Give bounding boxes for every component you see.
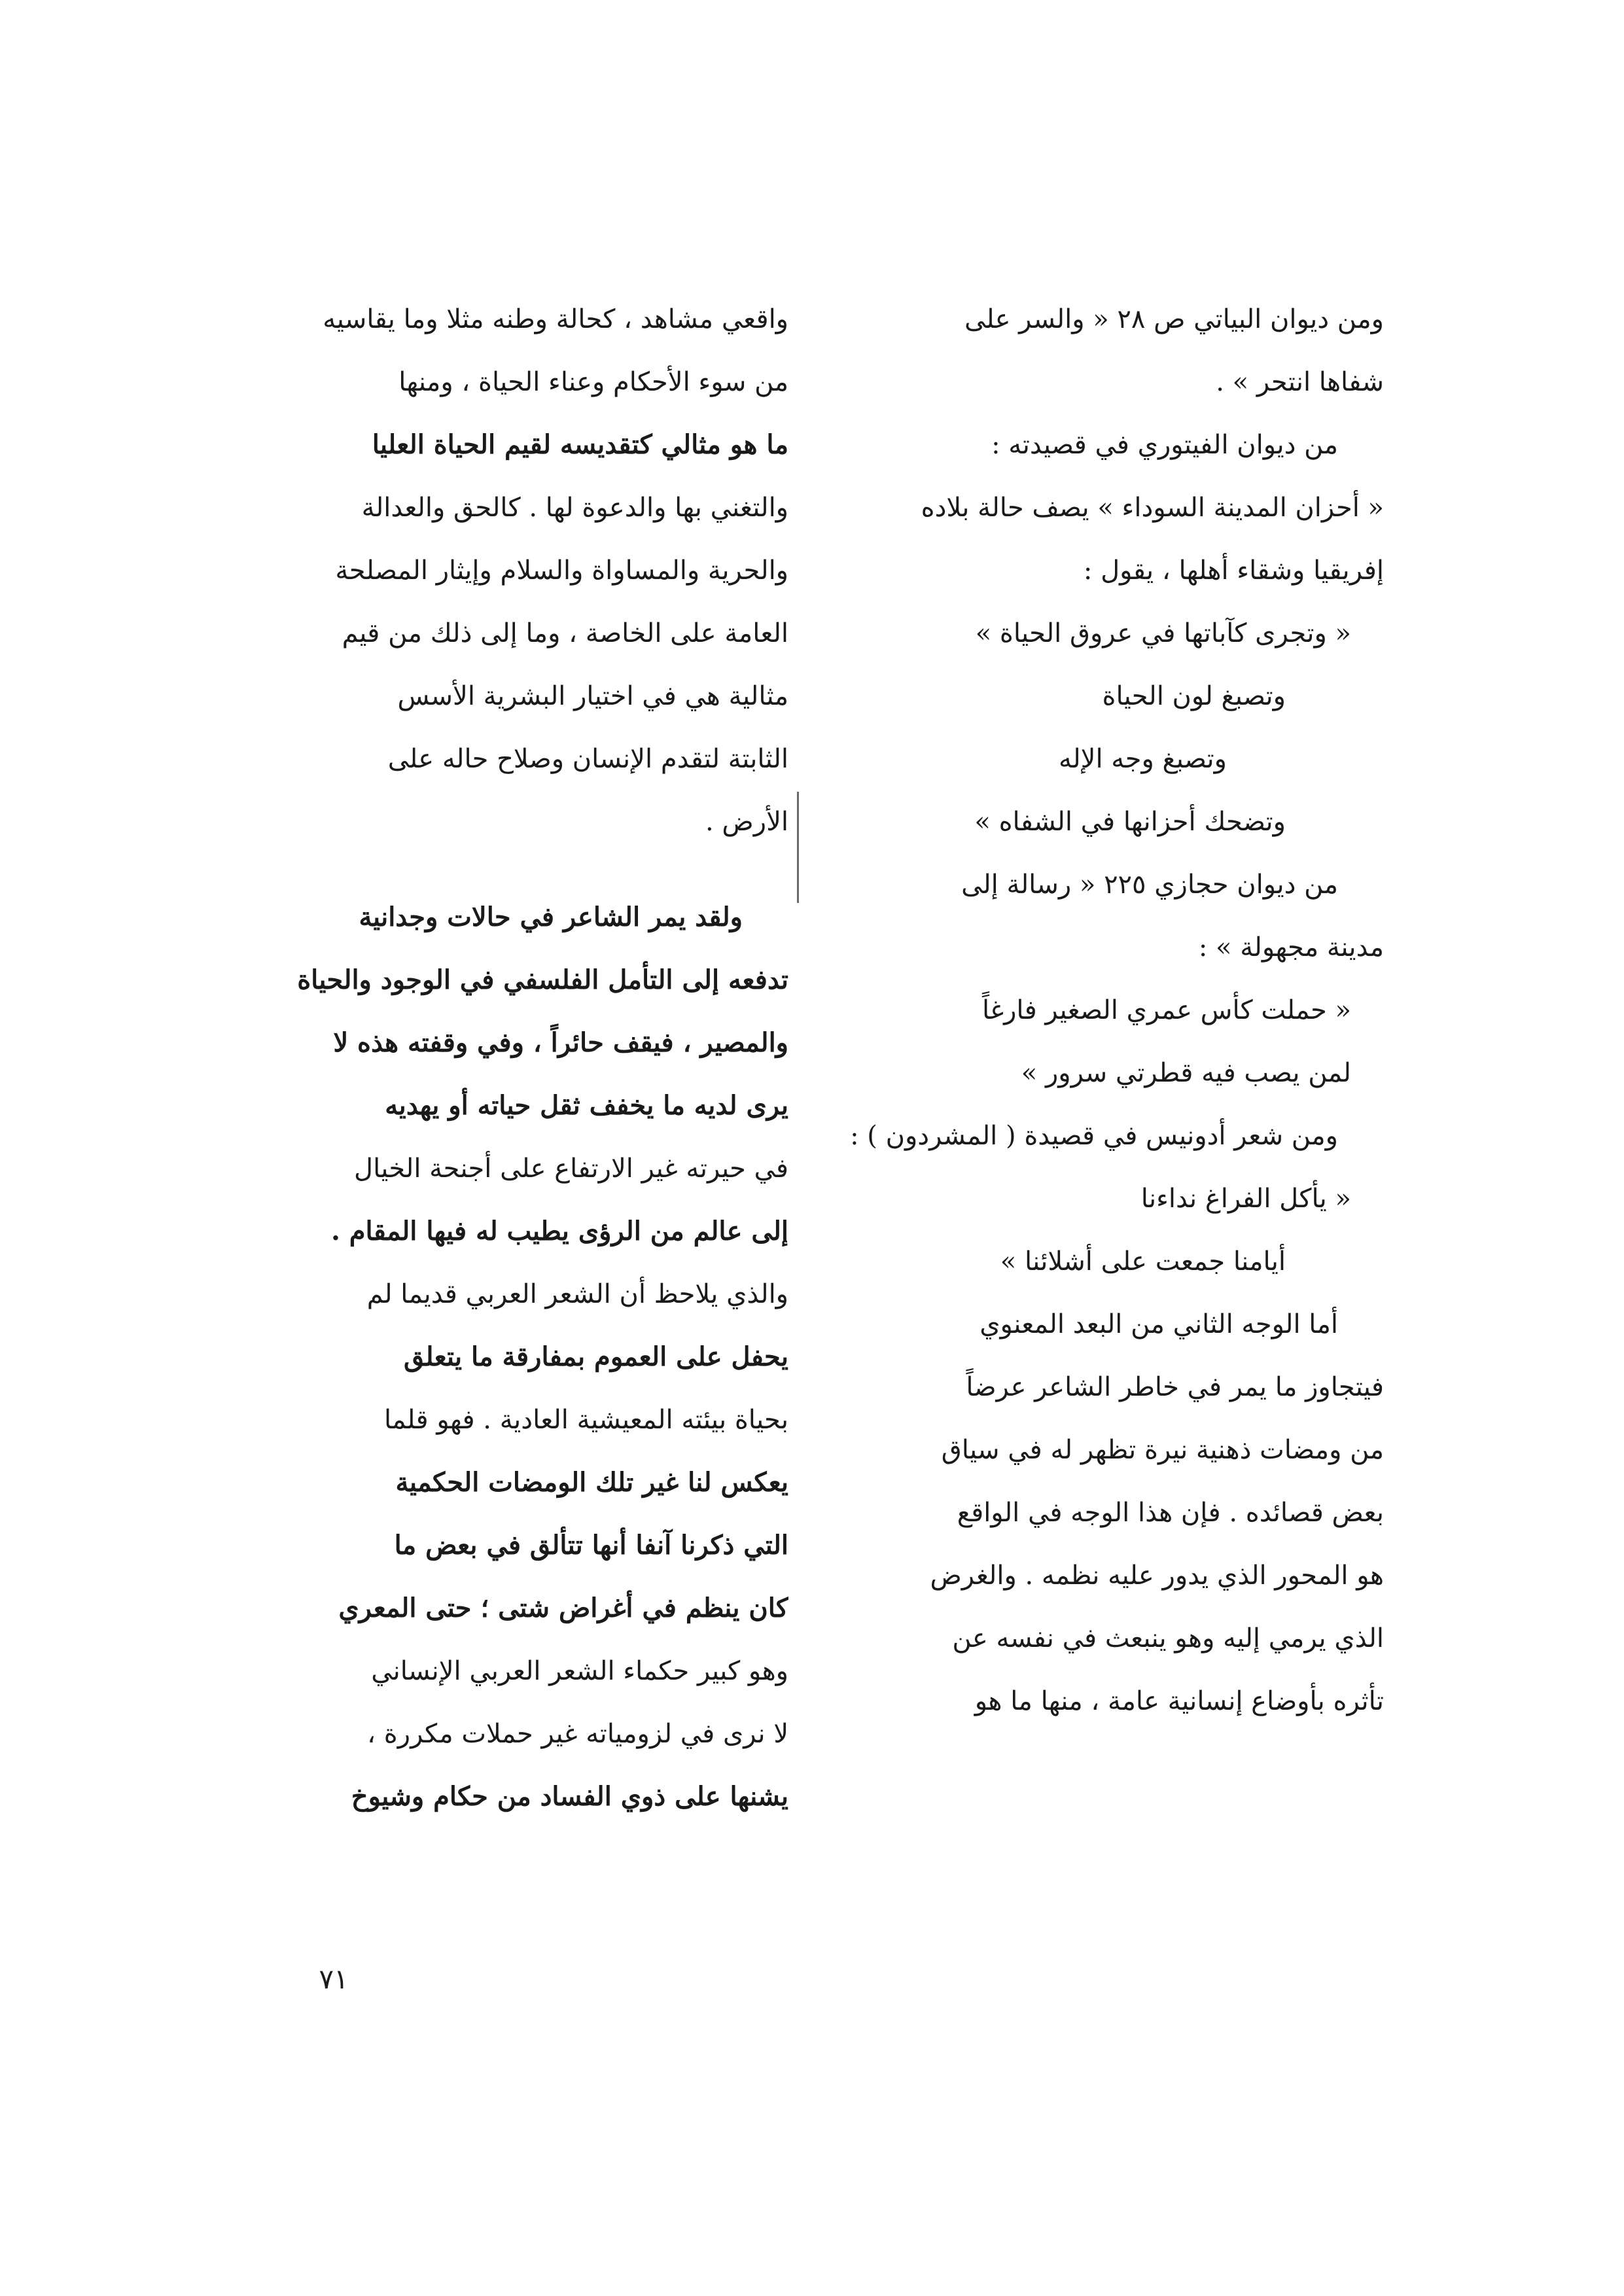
- text-line: تدفعه إلى التأمل الفلسفي في الوجود والحياة: [297, 964, 788, 995]
- text-line: لا نرى في لزومياته غير حملات مكررة ،: [367, 1719, 788, 1749]
- paragraph-gap: [252, 853, 788, 886]
- verse-line: وتضحك أحزانها في الشفاه »: [974, 807, 1286, 837]
- text-line: من ديوان حجازي ٢٢٥ « رسالة إلى: [961, 870, 1338, 900]
- text-line: مثالية هي في اختيار البشرية الأسس: [397, 681, 788, 711]
- text-line: والحرية والمساواة والسلام وإيثار المصلحة: [335, 556, 788, 586]
- text-line: وهو كبير حكماء الشعر العربي الإنساني: [371, 1656, 788, 1686]
- text-line: التي ذكرنا آنفا أنها تتألق في بعض ما: [394, 1530, 788, 1561]
- text-line: والذي يلاحظ أن الشعر العربي قديما لم: [366, 1279, 788, 1309]
- text-line: الأرض .: [705, 807, 788, 837]
- verse-line: « وتجرى كآباتها في عروق الحياة »: [975, 618, 1351, 648]
- text-line: فيتجاوز ما يمر في خاطر الشاعر عرضاً: [966, 1372, 1384, 1402]
- verse-line: وتصبغ وجه الإله: [1059, 744, 1227, 774]
- text-line: ولقد يمر الشاعر في حالات وجدانية: [359, 902, 743, 932]
- text-line: هو المحور الذي يدور عليه نظمه . والغرض: [930, 1561, 1384, 1591]
- text-line: إفريقيا وشقاء أهلها ، يقول :: [1083, 556, 1384, 586]
- text-line: إلى عالم من الرؤى يطيب له فيها المقام .: [330, 1216, 788, 1246]
- text-line: بعض قصائده . فإن هذا الوجه في الواقع: [957, 1498, 1384, 1528]
- text-line: تأثره بأوضاع إنسانية عامة ، منها ما هو: [974, 1686, 1384, 1716]
- text-line: مدينة مجهولة » :: [1198, 932, 1384, 963]
- text-line: يعكس لنا غير تلك الومضات الحكمية: [395, 1467, 788, 1498]
- text-line: في حيرته غير الارتفاع على أجنحة الخيال: [354, 1154, 788, 1184]
- text-line: ما هو مثالي كتقديسه لقيم الحياة العليا: [372, 429, 788, 460]
- text-line: يرى لديه ما يخفف ثقل حياته أو يهديه: [385, 1090, 788, 1121]
- text-line: الذي يرمي إليه وهو ينبعث في نفسه عن: [952, 1623, 1384, 1653]
- text-line: « أحزان المدينة السوداء » يصف حالة بلاده: [921, 493, 1384, 523]
- text-line: والتغني بها والدعوة لها . كالحق والعدالة: [361, 493, 788, 523]
- text-line: العامة على الخاصة ، وما إلى ذلك من قيم: [342, 618, 788, 648]
- text-line: واقعي مشاهد ، كحالة وطنه مثلا وما يقاسيه: [323, 304, 788, 334]
- verse-line: لمن يصب فيه قطرتي سرور »: [1021, 1058, 1351, 1088]
- text-line: كان ينظم في أغراض شتى ؛ حتى المعري: [338, 1593, 788, 1623]
- text-line: يشنها على ذوي الفساد من حكام وشيوخ: [351, 1781, 788, 1812]
- right-text-column: [847, 288, 1384, 1733]
- text-line: ومن ديوان البياتي ص ٢٨ « والسر على: [964, 304, 1384, 334]
- text-line: من ديوان الفيتوري في قصيدته :: [991, 430, 1338, 460]
- text-line: الثابتة لتقدم الإنسان وصلاح حاله على: [387, 744, 788, 774]
- scan-margin-mark: [797, 792, 799, 903]
- text-line: بحياة بيئته المعيشية العادية . فهو قلما: [383, 1405, 788, 1435]
- text-line: من سوء الأحكام وعناء الحياة ، ومنها: [398, 367, 788, 397]
- left-text-column: [252, 288, 788, 1828]
- text-line: يحفل على العموم بمفارقة ما يتعلق: [404, 1341, 788, 1372]
- verse-line: « يأكل الفراغ نداءنا: [1140, 1184, 1351, 1214]
- text-line: أما الوجه الثاني من البعد المعنوي: [980, 1309, 1338, 1339]
- page-number: ٧١: [319, 1963, 349, 1995]
- verse-line: أيامنا جمعت على أشلائنا »: [1000, 1246, 1286, 1277]
- text-line: ومن شعر أدونيس في قصيدة ( المشردون ) :: [850, 1121, 1338, 1151]
- text-line: من ومضات ذهنية نيرة تظهر له في سياق: [941, 1435, 1384, 1465]
- text-line: شفاها انتحر » .: [1216, 367, 1384, 397]
- text-line: والمصير ، فيقف حائراً ، وفي وقفته هذه لا: [333, 1027, 788, 1058]
- verse-line: « حملت كأس عمري الصغير فارغاً: [981, 995, 1351, 1025]
- verse-line: وتصبغ لون الحياة: [1102, 681, 1286, 711]
